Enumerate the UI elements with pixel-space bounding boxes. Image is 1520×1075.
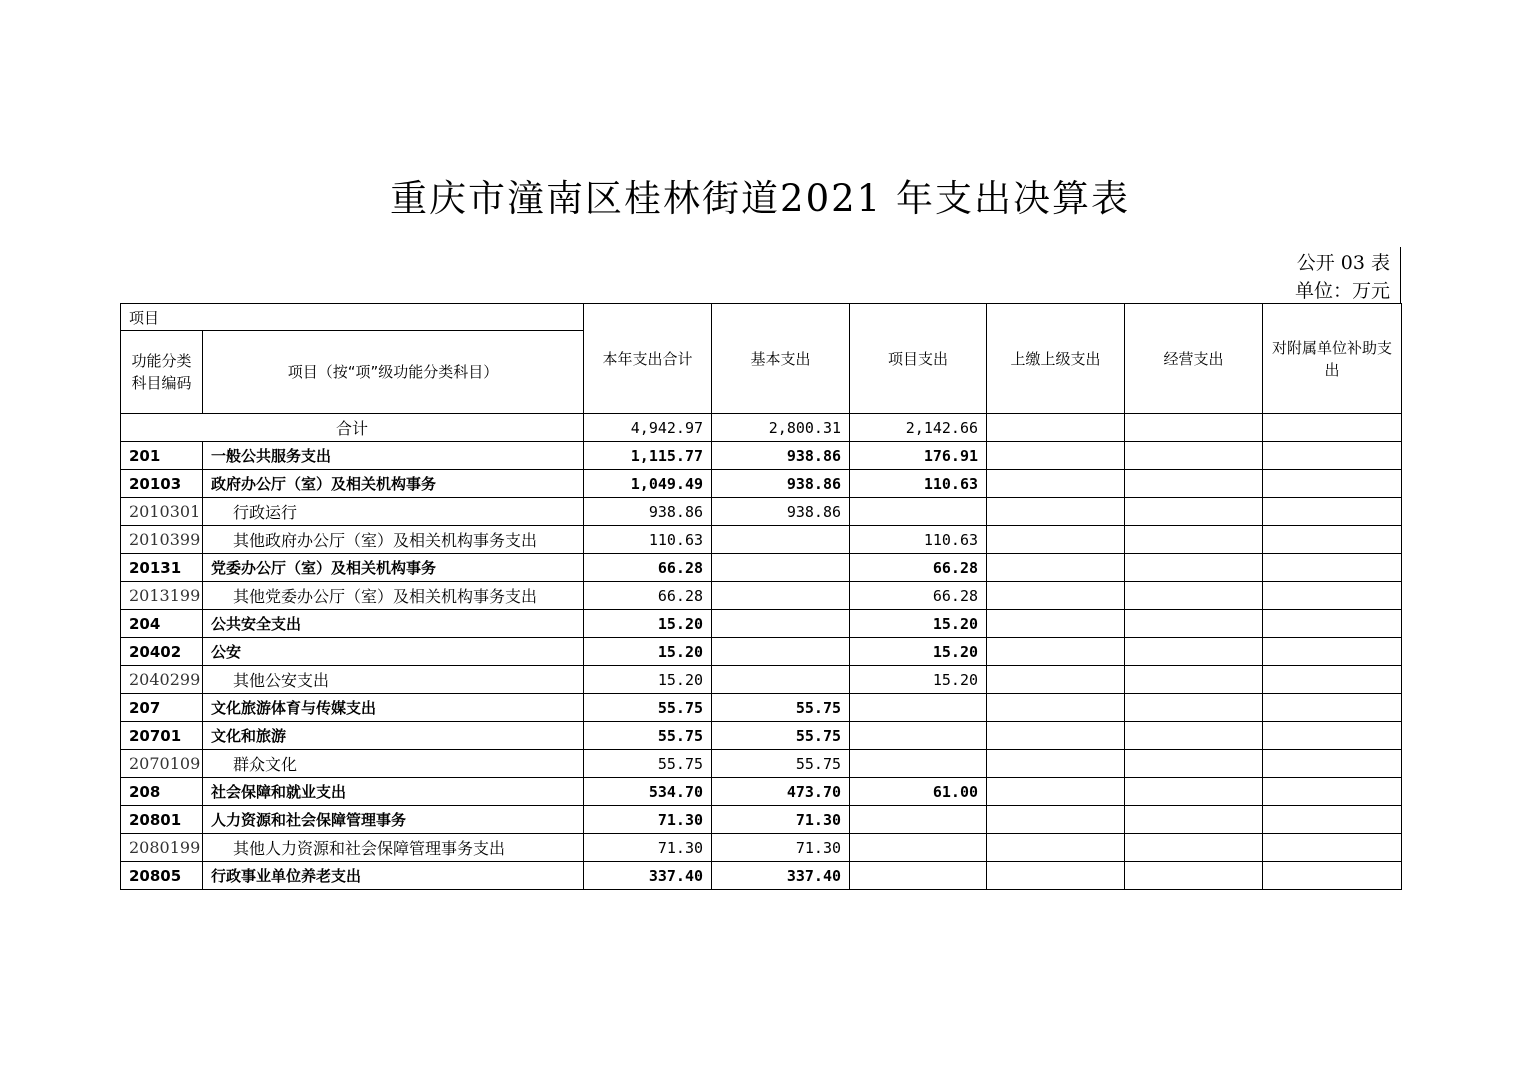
row-total: 66.28 [584, 582, 712, 610]
header-upper: 上缴上级支出 [987, 304, 1125, 414]
unit-label: 单位：万元 [1294, 280, 1390, 302]
row-code: 207 [121, 694, 203, 722]
header-project-expenditure: 项目支出 [850, 304, 987, 414]
row-business [1125, 778, 1263, 806]
row-total: 337.40 [584, 862, 712, 890]
row-basic: 55.75 [712, 722, 850, 750]
row-name: 社会保障和就业支出 [203, 778, 584, 806]
row-subsidy [1263, 694, 1402, 722]
row-subsidy [1263, 750, 1402, 778]
row-project: 15.20 [850, 638, 987, 666]
row-business [1125, 862, 1263, 890]
row-upper [987, 582, 1125, 610]
page-title: 重庆市潼南区桂林街道2021 年支出决算表 [390, 177, 1130, 220]
row-project [850, 806, 987, 834]
row-total: 1,115.77 [584, 442, 712, 470]
row-basic [712, 638, 850, 666]
row-name: 文化和旅游 [203, 722, 584, 750]
row-name: 党委办公厅（室）及相关机构事务 [203, 554, 584, 582]
row-total: 534.70 [584, 778, 712, 806]
table-row [121, 582, 1402, 610]
row-code: 201 [121, 442, 203, 470]
row-total: 15.20 [584, 610, 712, 638]
row-subsidy [1263, 862, 1402, 890]
header-project: 项目 [121, 304, 584, 331]
header-basic: 基本支出 [712, 304, 850, 414]
row-code: 2010301 [121, 498, 203, 526]
row-name: 政府办公厅（室）及相关机构事务 [203, 470, 584, 498]
row-basic: 938.86 [712, 470, 850, 498]
row-total: 15.20 [584, 638, 712, 666]
row-basic: 71.30 [712, 834, 850, 862]
row-business [1125, 806, 1263, 834]
row-upper [987, 498, 1125, 526]
row-total: 15.20 [584, 666, 712, 694]
row-project [850, 750, 987, 778]
row-upper [987, 722, 1125, 750]
row-subsidy [1263, 526, 1402, 554]
row-name: 行政事业单位养老支出 [203, 862, 584, 890]
table-row [121, 862, 1402, 890]
row-project [850, 722, 987, 750]
row-name: 人力资源和社会保障管理事务 [203, 806, 584, 834]
row-subsidy [1263, 778, 1402, 806]
row-code: 20402 [121, 638, 203, 666]
row-total: 55.75 [584, 694, 712, 722]
row-project: 176.91 [850, 442, 987, 470]
row-upper [987, 470, 1125, 498]
row-project: 110.63 [850, 470, 987, 498]
row-name: 公安 [203, 638, 584, 666]
row-project: 61.00 [850, 778, 987, 806]
row-subsidy [1263, 442, 1402, 470]
row-subsidy [1263, 834, 1402, 862]
header-name: 项目（按“项”级功能分类科目） [203, 331, 584, 414]
row-name: 其他人力资源和社会保障管理事务支出 [203, 834, 584, 862]
total-amount: 4,942.97 [584, 414, 712, 442]
total-project: 2,142.66 [850, 414, 987, 442]
row-upper [987, 694, 1125, 722]
table-row [121, 834, 1402, 862]
total-basic: 2,800.31 [712, 414, 850, 442]
row-business [1125, 526, 1263, 554]
row-business [1125, 554, 1263, 582]
row-name: 一般公共服务支出 [203, 442, 584, 470]
row-project: 15.20 [850, 610, 987, 638]
table-row [121, 806, 1402, 834]
row-business [1125, 750, 1263, 778]
row-upper [987, 834, 1125, 862]
total-row [121, 414, 1402, 442]
row-business [1125, 694, 1263, 722]
row-basic: 55.75 [712, 694, 850, 722]
row-code: 20701 [121, 722, 203, 750]
row-total: 71.30 [584, 806, 712, 834]
row-subsidy [1263, 554, 1402, 582]
row-name: 公共安全支出 [203, 610, 584, 638]
row-total: 110.63 [584, 526, 712, 554]
row-business [1125, 722, 1263, 750]
table-number: 公开 03 表 [1296, 252, 1390, 274]
row-upper [987, 750, 1125, 778]
row-basic [712, 554, 850, 582]
row-upper [987, 526, 1125, 554]
row-subsidy [1263, 806, 1402, 834]
row-business [1125, 638, 1263, 666]
row-upper [987, 806, 1125, 834]
table-row [121, 470, 1402, 498]
table-row [121, 526, 1402, 554]
table-row [121, 778, 1402, 806]
row-name: 其他政府办公厅（室）及相关机构事务支出 [203, 526, 584, 554]
row-code: 20103 [121, 470, 203, 498]
row-total: 938.86 [584, 498, 712, 526]
row-project [850, 834, 987, 862]
row-total: 1,049.49 [584, 470, 712, 498]
row-code: 208 [121, 778, 203, 806]
table-row [121, 610, 1402, 638]
row-business [1125, 666, 1263, 694]
row-code: 2013199 [121, 582, 203, 610]
table-row [121, 554, 1402, 582]
header-subsidy: 对附属单位补助支出 [1263, 304, 1402, 414]
row-business [1125, 834, 1263, 862]
row-basic [712, 610, 850, 638]
row-upper [987, 862, 1125, 890]
row-basic: 55.75 [712, 750, 850, 778]
expenditure-table [120, 303, 1402, 890]
row-business [1125, 442, 1263, 470]
row-upper [987, 638, 1125, 666]
table-row [121, 442, 1402, 470]
row-code: 2010399 [121, 526, 203, 554]
row-total: 71.30 [584, 834, 712, 862]
row-basic: 938.86 [712, 498, 850, 526]
row-total: 66.28 [584, 554, 712, 582]
header-business: 经营支出 [1125, 304, 1263, 414]
row-project [850, 694, 987, 722]
row-code: 20805 [121, 862, 203, 890]
row-project [850, 498, 987, 526]
row-upper [987, 554, 1125, 582]
row-basic [712, 666, 850, 694]
row-upper [987, 778, 1125, 806]
row-basic [712, 582, 850, 610]
row-total: 55.75 [584, 750, 712, 778]
row-business [1125, 610, 1263, 638]
table-row [121, 750, 1402, 778]
row-subsidy [1263, 722, 1402, 750]
row-business [1125, 498, 1263, 526]
header-code: 功能分类科目编码 [121, 331, 203, 414]
row-name: 其他党委办公厅（室）及相关机构事务支出 [203, 582, 584, 610]
row-code: 20131 [121, 554, 203, 582]
row-basic: 938.86 [712, 442, 850, 470]
row-subsidy [1263, 498, 1402, 526]
row-code: 20801 [121, 806, 203, 834]
row-project: 66.28 [850, 582, 987, 610]
row-code: 2070109 [121, 750, 203, 778]
row-subsidy [1263, 610, 1402, 638]
row-subsidy [1263, 638, 1402, 666]
row-total: 55.75 [584, 722, 712, 750]
row-upper [987, 442, 1125, 470]
row-basic: 473.70 [712, 778, 850, 806]
row-subsidy [1263, 666, 1402, 694]
row-project [850, 862, 987, 890]
row-code: 2080199 [121, 834, 203, 862]
row-subsidy [1263, 582, 1402, 610]
table-row [121, 666, 1402, 694]
row-name: 群众文化 [203, 750, 584, 778]
row-upper [987, 666, 1125, 694]
row-business [1125, 582, 1263, 610]
table-row [121, 638, 1402, 666]
row-project: 110.63 [850, 526, 987, 554]
row-project: 66.28 [850, 554, 987, 582]
row-name: 其他公安支出 [203, 666, 584, 694]
row-upper [987, 610, 1125, 638]
row-code: 204 [121, 610, 203, 638]
meta-divider [1400, 247, 1401, 303]
row-project: 15.20 [850, 666, 987, 694]
row-basic [712, 526, 850, 554]
row-basic: 71.30 [712, 806, 850, 834]
row-business [1125, 470, 1263, 498]
header-total: 本年支出合计 [584, 304, 712, 414]
row-name: 行政运行 [203, 498, 584, 526]
row-code: 2040299 [121, 666, 203, 694]
row-name: 文化旅游体育与传媒支出 [203, 694, 584, 722]
table-row [121, 722, 1402, 750]
total-label: 合计 [121, 414, 584, 442]
table-row [121, 694, 1402, 722]
row-subsidy [1263, 470, 1402, 498]
row-basic: 337.40 [712, 862, 850, 890]
table-row [121, 498, 1402, 526]
